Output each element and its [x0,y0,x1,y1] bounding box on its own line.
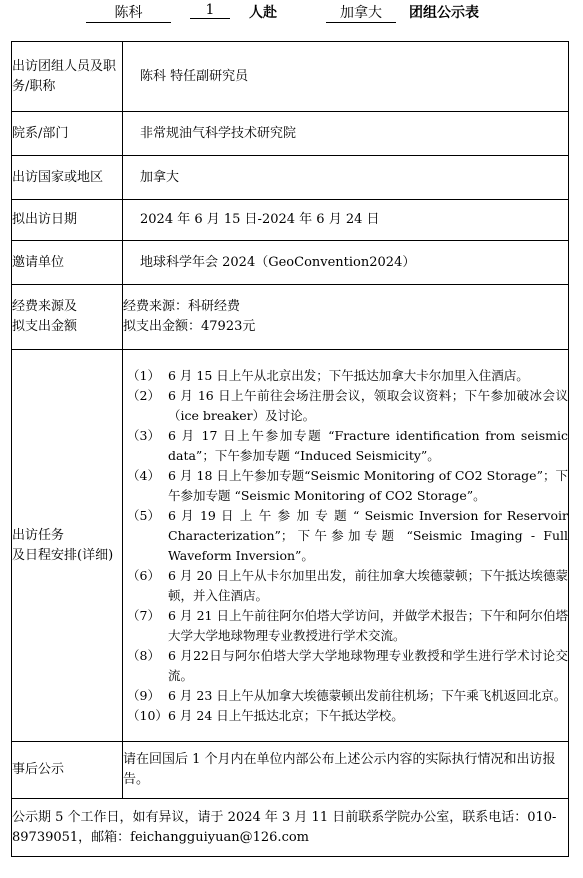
row-post-notice [12,742,569,799]
schedule-item [123,706,568,726]
schedule-item [123,506,568,566]
schedule-item-text: 6 月 23 日上午从加拿大埃德蒙顿出发前往机场；下午乘飞机返回北京。 [168,687,567,703]
label-funding-line-2: 拟支出金额 [12,319,78,334]
header-country: 加拿大 [326,2,396,23]
schedule-item-text: 6 月22日与阿尔伯塔大学大学地球物理专业教授和学生进行学术讨论交流。 [168,647,568,683]
footer-notice: 公示期 5 个工作日，如有异议，请于 2024 年 3 月 11 日前联系学院办公室，联系电话：010-89739051，邮箱：feichangguiyuan@126.com [12,799,569,857]
schedule-item-number: （7） [127,607,160,623]
schedule-item [123,386,568,426]
value-inviter: 地球科学年会 2024（GeoConvention2024） [123,241,569,285]
row-members [12,42,569,112]
header-suffix: 团组公示表 [409,5,479,21]
label-funding-line-1: 经费来源及 [12,299,78,314]
schedule-item-number: （6） [127,567,160,583]
schedule-item [123,426,568,466]
value-funding-source: 经费来源：科研经费 [123,299,241,314]
value-members: 陈科 特任副研究员 [123,42,569,112]
schedule-item [123,566,568,606]
label-schedule [12,350,123,742]
schedule-item-number: （2） [127,387,160,403]
schedule-item-number: （3） [127,427,160,443]
schedule-item-text: 6 月 17 日上午参加专题 “Fracture identification from seismic data”；下午参加专题 “Induced Seismicity”。 [168,427,568,463]
schedule-item-number: （4） [127,467,160,483]
schedule-item-number: （9） [127,687,160,703]
schedule-item-text: 6 月 24 日上午抵达北京；下午抵达学校。 [168,707,404,723]
label-destination: 出访国家或地区 [12,156,123,200]
value-destination: 加拿大 [123,156,569,200]
label-department: 院系/部门 [12,112,123,156]
value-schedule [123,350,569,742]
value-post-notice: 请在回国后 1 个月内在单位内部公布上述公示内容的实际执行情况和出访报告。 [123,742,569,799]
row-footer [12,799,569,857]
label-dates: 拟出访日期 [12,200,123,241]
header-count: 1 [190,2,230,19]
schedule-list [123,366,568,726]
schedule-item-number: （1） [127,367,160,383]
value-funding [123,285,569,350]
schedule-item-number: （10） [127,707,168,723]
label-inviter: 邀请单位 [12,241,123,285]
label-members: 出访团组人员及职务/职称 [12,42,123,112]
label-schedule-line-2: 及日程安排(详细) [12,547,114,563]
schedule-item [123,606,568,646]
header-name: 陈科 [86,2,171,23]
label-schedule-line-1: 出访任务 [12,527,65,543]
header-people-to: 人赴 [249,5,277,21]
schedule-item [123,366,568,386]
row-destination [12,156,569,200]
schedule-item-text: 6 月 15 日上午从北京出发；下午抵达加拿大卡尔加里入住酒店。 [168,367,529,383]
schedule-item-text: 6 月 18 日上午参加专题“Seismic Monitoring of CO2 Storage”；下午参加专题 “Seismic Monitoring of CO2 Storage”。 [168,467,568,503]
row-inviter [12,241,569,285]
schedule-item [123,646,568,686]
value-dates: 2024 年 6 月 15 日-2024 年 6 月 24 日 [123,200,569,241]
schedule-item-text: 6 月 16 日上午前往会场注册会议，领取会议资料；下午参加破冰会议（ice breaker）及讨论。 [168,387,568,423]
schedule-item [123,466,568,506]
form-header [0,0,583,24]
value-department: 非常规油气科学技术研究院 [123,112,569,156]
schedule-item [123,686,568,706]
row-dates [12,200,569,241]
schedule-item-text: 6 月 19 日 上 午 参 加 专 题 “ Seismic Inversion for Reservoir Characterization”；下午参加专题 “Seismic Imaging - Full Waveform Inversion”。 [168,507,568,563]
value-funding-amount: 拟支出金额：47923元 [123,319,256,334]
schedule-item-number: （5） [127,507,160,523]
row-schedule [12,350,569,742]
schedule-item-text: 6 月 20 日上午从卡尔加里出发，前往加拿大埃德蒙顿；下午抵达埃德蒙顿，并入住酒店。 [168,567,568,603]
label-post-notice: 事后公示 [12,742,123,799]
schedule-item-text: 6 月 21 日上午前往阿尔伯塔大学访问，并做学术报告；下午和阿尔伯塔大学大学地球物理专业教授进行学术交流。 [168,607,568,643]
label-funding [12,285,123,350]
row-department [12,112,569,156]
schedule-item-number: （8） [127,647,160,663]
disclosure-table [11,41,569,857]
row-funding [12,285,569,350]
